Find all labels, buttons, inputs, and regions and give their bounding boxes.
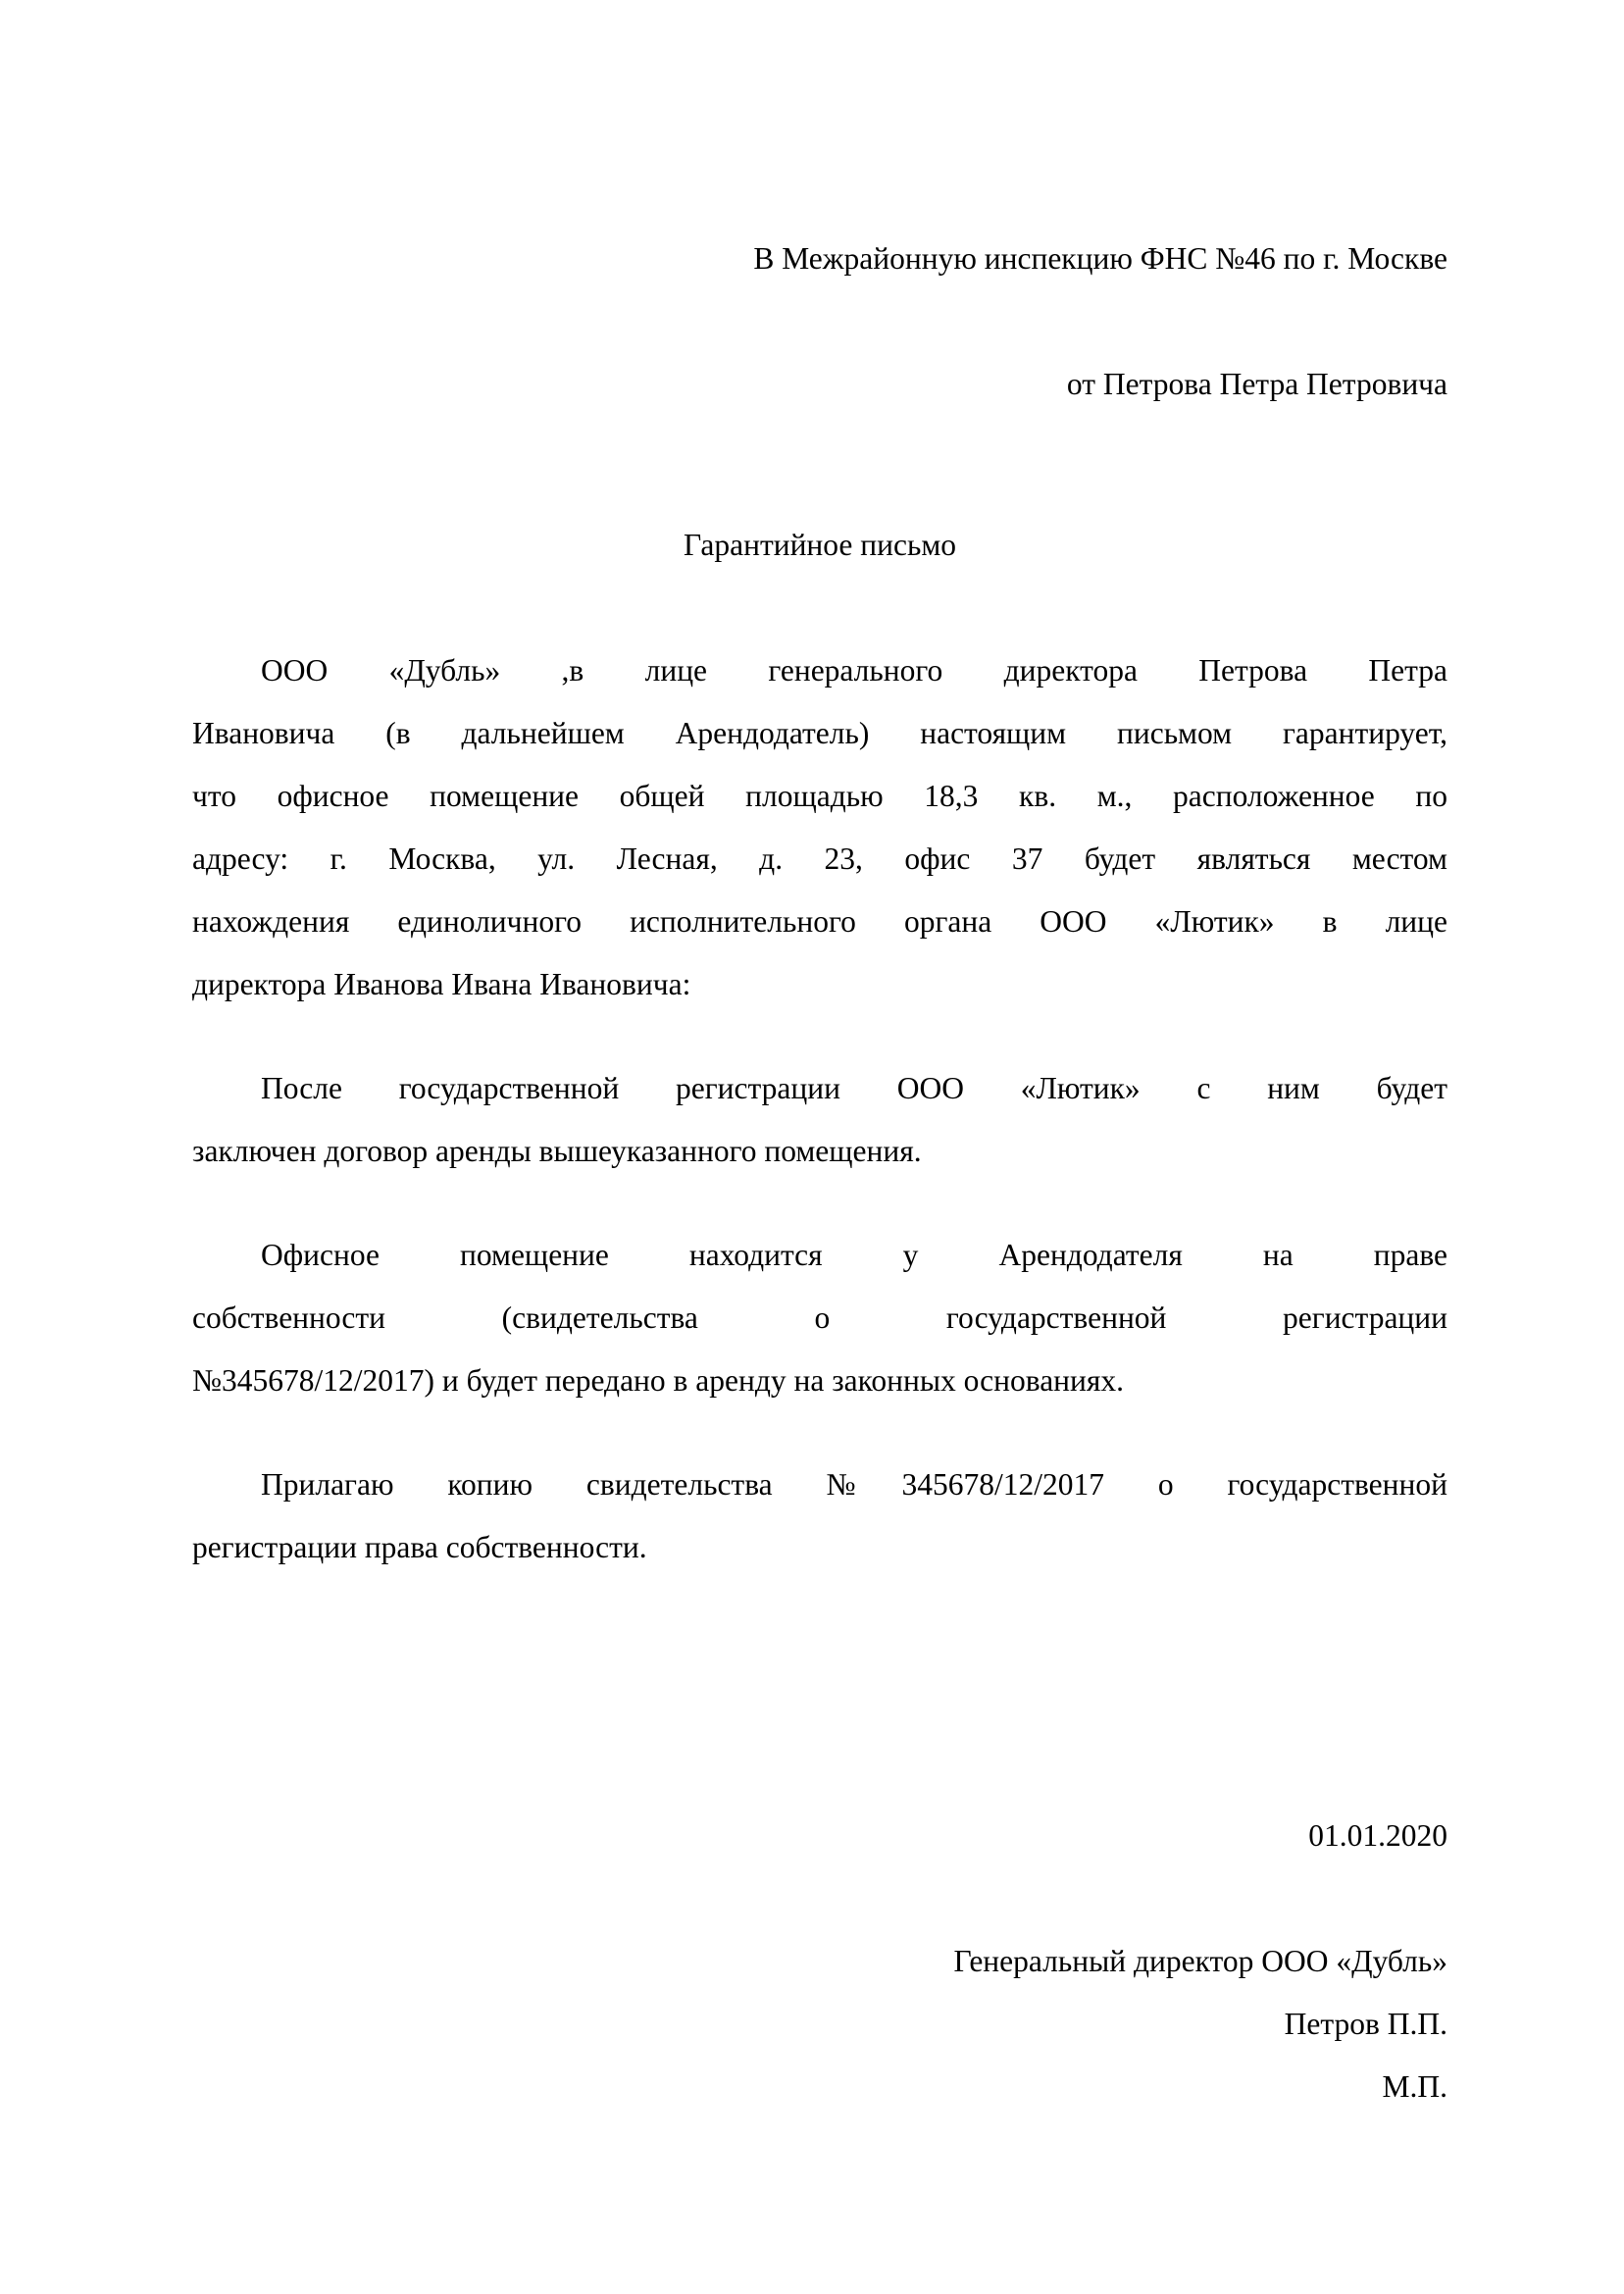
paragraph-line: ООО «Дубль» ,в лице генерального директора Петрова Петра <box>261 653 1447 688</box>
paragraph-attachment <box>192 1453 1447 1579</box>
paragraph-line: №345678/12/2017) и будет передано в аренду на законных основаниях. <box>192 1363 1124 1398</box>
paragraph-line: что офисное помещение общей площадью 18,3 кв. м., расположенное по <box>192 779 1447 813</box>
paragraph-ownership <box>192 1224 1447 1412</box>
paragraph-line: Офисное помещение находится у Арендодателя на праве <box>261 1238 1447 1272</box>
paragraph-lease-contract <box>192 1057 1447 1183</box>
addressee-recipient: В Межрайонную инспекцию ФНС №46 по г. Москве <box>753 241 1447 276</box>
paragraph-line: нахождения единоличного исполнительного органа ООО «Лютик» в лице <box>192 904 1447 939</box>
paragraph-line: Ивановича (в дальнейшем Арендодатель) настоящим письмом гарантирует, <box>192 716 1447 750</box>
signature-block <box>192 1805 1447 2118</box>
paragraph-line: После государственной регистрации ООО «Лютик» с ним будет <box>261 1071 1447 1105</box>
signature-name: Петров П.П. <box>1284 2007 1447 2041</box>
addressee-block <box>192 0 1447 416</box>
addressee-sender: от Петрова Петра Петровича <box>1066 367 1447 401</box>
paragraph-line: заключен договор аренды вышеуказанного помещения. <box>192 1134 922 1168</box>
paragraph-guarantee <box>192 639 1447 1016</box>
page-title: Гарантийное письмо <box>683 528 957 562</box>
signature-date: 01.01.2020 <box>1308 1818 1447 1853</box>
paragraph-line: директора Иванова Ивана Ивановича: <box>192 967 691 1001</box>
paragraph-line: адресу: г. Москва, ул. Лесная, д. 23, офис 37 будет являться местом <box>192 841 1447 876</box>
paragraph-line: регистрации права собственности. <box>192 1530 647 1564</box>
signature-seal-mark: М.П. <box>1382 2069 1447 2104</box>
paragraph-line: собственности (свидетельства о государственной регистрации <box>192 1300 1447 1335</box>
paragraph-line: Прилагаю копию свидетельства №345678/12/2017 о государственной <box>261 1467 1447 1502</box>
signature-position: Генеральный директор ООО «Дубль» <box>953 1944 1447 1978</box>
document-content <box>192 0 1447 2118</box>
